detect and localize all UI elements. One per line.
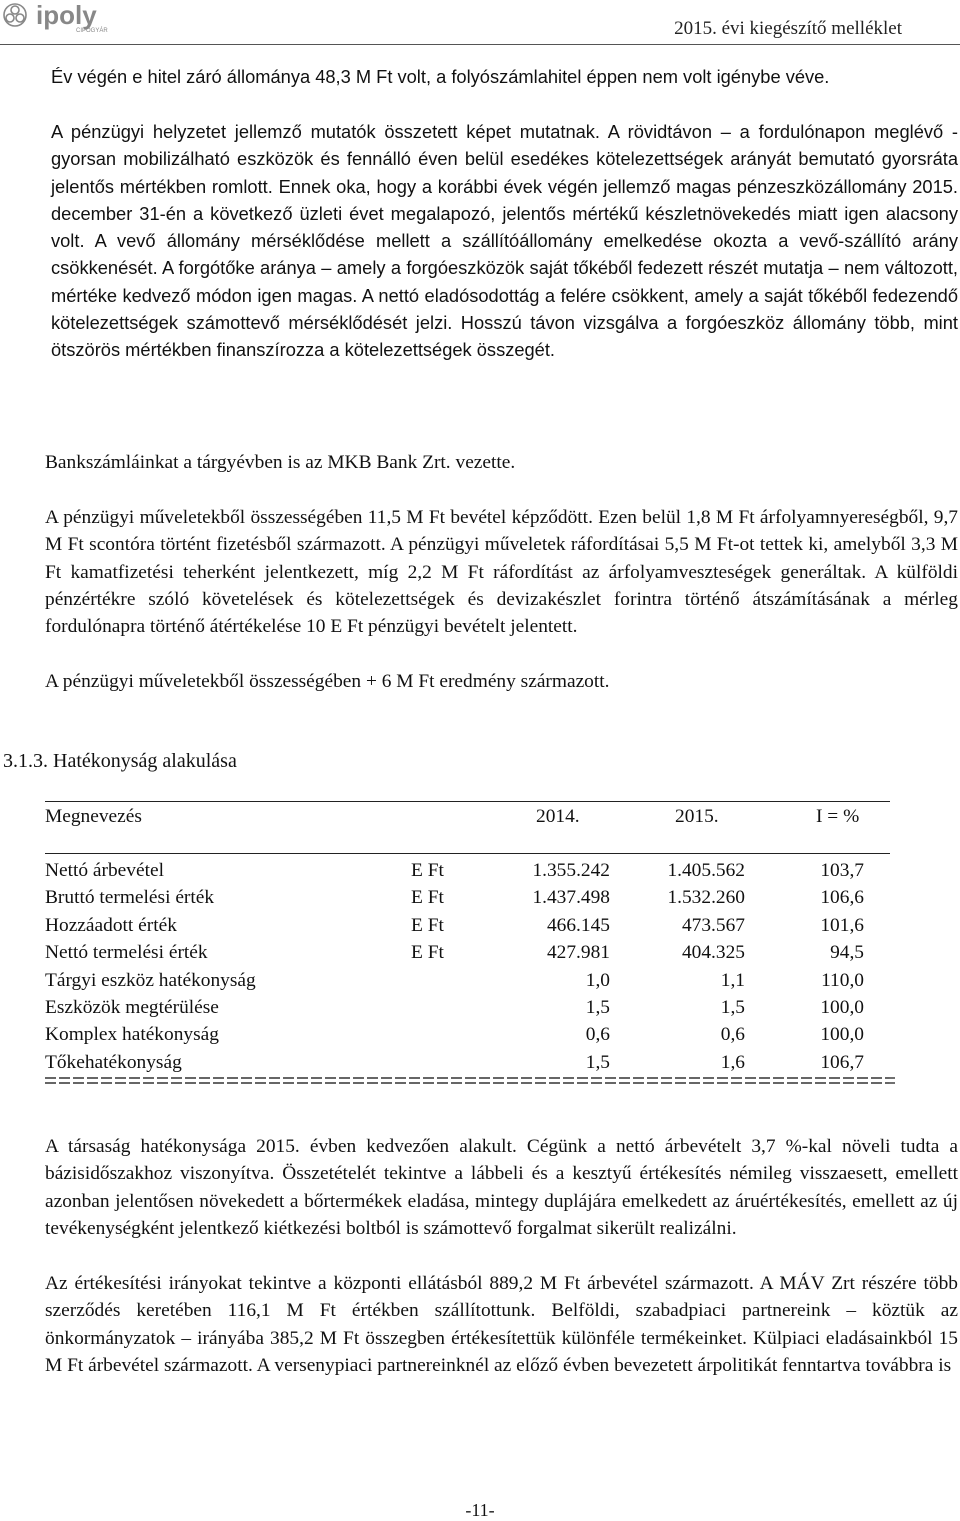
row-value-2014: 1.437.498 (532, 887, 610, 909)
table-top-rule (45, 801, 890, 802)
table-row (45, 860, 890, 887)
row-index: 110,0 (821, 969, 864, 991)
row-name: Tőkehatékonyság (45, 1051, 182, 1073)
table-row (45, 887, 890, 914)
header-title: 2015. évi kiegészítő melléklet (674, 18, 902, 39)
row-index: 100,0 (820, 1024, 864, 1046)
row-index: 106,6 (820, 887, 864, 909)
paragraph-bank: Bankszámláinkat a tárgyévben is az MKB Bank Zrt. vezette. (45, 452, 516, 473)
table-header-rule (45, 853, 890, 854)
table-row (45, 970, 890, 997)
row-value-2015: 1.405.562 (667, 860, 745, 881)
row-value-2015: 404.325 (681, 942, 745, 964)
row-value-2015: 1,6 (720, 1051, 745, 1073)
row-value-2015: 473.567 (681, 914, 745, 936)
row-index: 94,5 (830, 942, 864, 964)
row-value-2015: 1,5 (720, 997, 745, 1018)
paragraph-loan-balance: Év végén e hitel záró állománya 48,3 M Ft volt, a folyószámlahitel éppen nem volt igénybe véve. (51, 66, 830, 87)
table-row (45, 915, 890, 942)
table-header (45, 806, 890, 833)
row-name: Eszközök megtérülése (45, 997, 219, 1018)
paragraph-efficiency: A társaság hatékonysága 2015. évben kedvezően alakult. Cégünk a nettó árbevételt 3,7 %-kal növeli tudta a bázisidőszakhoz viszonyítva. Összetételét tekintve a lábbeli és a kesztyű értékesítés némileg visszaesett, emellett azonban jelentősen növekedett a bőrtermékek eladása, mintegy duplájára emelkedett az áruértékesítés, emellett az új tevékenységként jelentkező kiétkezési boltból is számottevő forgalmat sikerült realizálni. (45, 1136, 958, 1239)
header-2014: 2014. (536, 806, 580, 827)
row-index: 101,6 (820, 914, 864, 936)
row-name: Komplex hatékonyság (45, 1024, 219, 1046)
table-row (45, 942, 890, 969)
row-name: Bruttó termelési érték (45, 887, 215, 909)
row-name: Nettó árbevétel (45, 860, 164, 881)
row-value-2014: 1,5 (585, 997, 610, 1018)
paragraph-financial-summary: A pénzügyi műveletekből összességében + 6 M Ft eredmény származott. (45, 671, 610, 692)
table-row (45, 1024, 890, 1051)
row-value-2014: 1,0 (585, 969, 610, 991)
row-name: Tárgyi eszköz hatékonyság (45, 969, 256, 991)
row-value-2014: 427.981 (546, 942, 610, 964)
row-unit: E Ft (411, 942, 444, 964)
row-name: Hozzáadott érték (45, 914, 177, 936)
row-value-2015: 1.532.260 (667, 887, 745, 909)
row-value-2014: 0,6 (585, 1024, 610, 1046)
logo-wordmark: ipoly (36, 0, 97, 30)
company-logo (0, 0, 160, 34)
table-double-rule (45, 1075, 895, 1087)
paragraph-financial-position: A pénzügyi helyzetet jellemző mutatók összetett képet mutatnak. A rövidtávon – a fordulónapon meglévő - gyorsan mobilizálható eszközök és fennálló éven belül esedékes kötelezettségek arányát bemutató gyorsráta jelentős mértékben romlott. Ennek oka, hogy a korábbi évek végén jellemző magas pénzeszközállomány 2015. december 31-én a következő üzleti évet megalapozó, jelentős mértékű készletnövekedés miatt igen alacsony volt. A vevő állomány mérséklődése mellett a szállítóállomány emelkedése okozta a vevő-szállító arány csökkenését. A forgótőke aránya – amely a forgóeszközök saját tőkéből fedezett részét mutatja – nem változott, mértéke kedvező módon igen magas. A nettó eladósodottág a felére csökkent, amely a saját tőkéből fedezendő kötelezettségek számottevő mérséklődését jelzi. Hosszú távon vizsgálva a forgóeszköz állomány több, mint ötszörös mértékben finanszírozza a kötelezettségek összegét. (51, 121, 958, 361)
row-index: 106,7 (820, 1051, 864, 1073)
row-index: 103,7 (820, 860, 864, 881)
logo-subtitle: CIPŐGYÁR (76, 28, 108, 34)
table-row (45, 997, 890, 1024)
row-index: 100,0 (820, 997, 864, 1018)
header-name: Megnevezés (45, 806, 142, 827)
row-value-2014: 466.145 (546, 914, 610, 936)
row-unit: E Ft (411, 914, 444, 936)
row-value-2014: 1,5 (585, 1051, 610, 1073)
paragraph-sales: Az értékesítési irányokat tekintve a központi ellátásból 889,2 M Ft árbevétel származott. A MÁV Zrt részére több szerződés keretében 116,1 M Ft értékben szállítottunk. Belföldi, szabadpiaci partnereink – köztük az önkormányzatok – irányába 385,2 M Ft összegben értékesítettük különféle termékeinket. Külpiaci eladásainkból 15 M Ft árbevétel származott. A versenypiaci partnereinknél az előző évben bevezetett árpolitikát fenntartva továbbra is (45, 1273, 958, 1376)
row-unit: E Ft (411, 860, 444, 881)
row-value-2015: 0,6 (720, 1024, 745, 1046)
header-index: I = % (816, 806, 860, 827)
row-value-2015: 1,1 (720, 969, 745, 991)
header-2015: 2015. (675, 806, 719, 827)
section-heading: 3.1.3. Hatékonyság alakulása (3, 750, 237, 772)
paragraph-financial-operations: A pénzügyi műveletekből összességében 11,5 M Ft bevétel képződött. Ezen belül 1,8 M Ft árfolyamnyereségből, 9,7 M Ft scontóra történt fizetésből származott. A pénzügyi műveletek ráfordításai 5,5 M Ft-ot tettek ki, amelyből 3,3 M Ft kamatfizetési teherként jelentkezett, míg 2,2 M Ft ráfordítást az árfolyamveszteségek generáltak. A külföldi pénzértékre szóló követelések és kötelezettségek és devizakészlet forintra történő átszámításának a mérleg fordulónapra történő átértékelése 10 E Ft pénzügyi bevételt jelentett. (45, 507, 958, 638)
header-divider (0, 44, 960, 45)
page-number: -11- (465, 1500, 495, 1520)
row-name: Nettó termelési érték (45, 942, 208, 964)
row-value-2014: 1.355.242 (532, 860, 610, 881)
row-unit: E Ft (411, 887, 444, 909)
